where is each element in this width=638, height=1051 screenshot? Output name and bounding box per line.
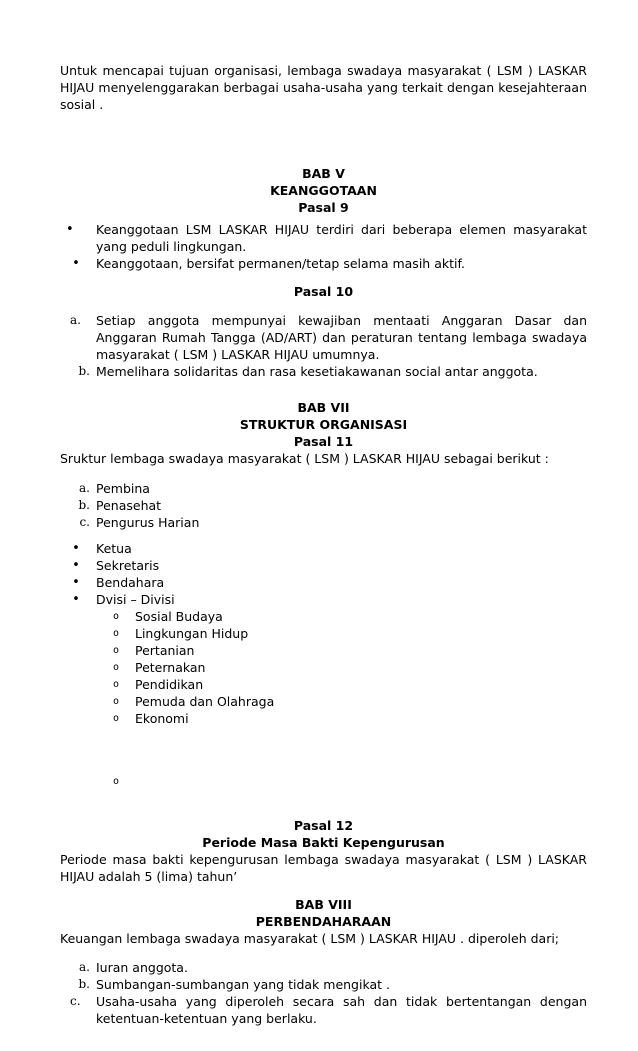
sub-marker: o: [113, 696, 120, 707]
bab7-title: STRUKTUR ORGANISASI: [239, 417, 408, 432]
list-item: [78, 976, 587, 993]
sub-list-item: [113, 642, 195, 659]
sub-list-item-text: Pemuda dan Olahraga: [135, 694, 275, 709]
bullet-marker: •: [72, 558, 80, 573]
intro-paragraph: Untuk mencapai tujuan organisasi, lembaga swadaya masyarakat ( LSM ) LASKAR HIJAU menyelenggarakan berbagai usaha-usaha yang terkait dengan kesejahteraan sosial .: [60, 63, 587, 112]
list-item: [72, 540, 587, 557]
list-marker: b.: [78, 977, 90, 991]
sub-marker: o: [113, 662, 120, 673]
list-item-text: Setiap anggota mempunyai kewajiban mentaati Anggaran Dasar dan Anggaran Rumah Tangga (AD/ART) dan peraturan tentang lembaga swadaya masyarakat ( LSM ) LASKAR HIJAU umumnya.: [96, 313, 587, 362]
sub-list-item: [113, 710, 189, 727]
list-marker: a.: [79, 960, 90, 974]
sub-marker: o: [113, 611, 120, 622]
list-marker: b.: [78, 498, 90, 512]
list-item: [70, 312, 587, 363]
sub-list-item-text: Peternakan: [135, 660, 206, 675]
sub-list-item-text: Ekonomi: [135, 711, 189, 726]
list-item: [66, 221, 587, 255]
list-item-text: Sekretaris: [96, 558, 160, 573]
list-item: [72, 591, 587, 608]
list-item: [79, 480, 587, 497]
pasal11-heading: Pasal 11: [293, 434, 354, 449]
list-item: [72, 255, 587, 272]
sub-list-item: [113, 693, 275, 710]
sub-list-item: [113, 659, 206, 676]
list-marker: a.: [79, 481, 90, 495]
list-marker: c.: [79, 515, 90, 529]
list-item: [79, 514, 587, 531]
list-item: [78, 497, 587, 514]
bab8-heading: BAB VIII: [295, 897, 352, 912]
list-item-text: Ketua: [96, 541, 132, 556]
list-marker: a.: [70, 313, 81, 327]
sub-marker: o: [113, 776, 120, 787]
bab7-intro: Sruktur lembaga swadaya masyarakat ( LSM ) LASKAR HIJAU sebagai berikut :: [60, 451, 549, 466]
list-item-text: Memelihara solidaritas dan rasa kesetiakawanan social antar anggota.: [96, 364, 538, 379]
bab8-intro: Keuangan lembaga swadaya masyarakat ( LSM ) LASKAR HIJAU . diperoleh dari;: [60, 931, 560, 946]
sub-list-item: [113, 608, 223, 625]
sub-marker: o: [113, 679, 120, 690]
sub-marker: o: [113, 713, 120, 724]
list-item: [70, 993, 587, 1027]
sub-list-item: [113, 676, 204, 693]
list-item-text: Sumbangan-sumbangan yang tidak mengikat .: [96, 977, 390, 992]
sub-list-item-text: Sosial Budaya: [135, 609, 223, 624]
bab7-heading: BAB VII: [297, 400, 350, 415]
bullet-marker: •: [72, 541, 80, 556]
sub-list-item-text: Lingkungan Hidup: [135, 626, 249, 641]
bab5-heading: BAB V: [302, 166, 345, 181]
sub-list-item-text: Pendidikan: [135, 677, 204, 692]
sub-list-item-text: Pertanian: [135, 643, 195, 658]
bullet-marker: •: [72, 575, 80, 590]
pasal12-paragraph: Periode masa bakti kepengurusan lembaga swadaya masyarakat ( LSM ) LASKAR HIJAU adalah 5 (lima) tahun’: [60, 852, 587, 884]
list-item-text: Keanggotaan, bersifat permanen/tetap selama masih aktif.: [96, 256, 465, 271]
list-item-text: Pengurus Harian: [96, 515, 200, 530]
list-marker: b.: [78, 364, 90, 378]
pasal9-heading: Pasal 9: [298, 200, 349, 215]
bullet-marker: •: [72, 592, 80, 607]
list-item: [79, 959, 587, 976]
list-item-text: Penasehat: [96, 498, 162, 513]
list-item-text: Usaha-usaha yang diperoleh secara sah dan tidak bertentangan dengan ketentuan-ketentuan yang berlaku.: [96, 994, 587, 1026]
list-item: [72, 574, 587, 591]
list-item-text: Dvisi – Divisi: [96, 592, 175, 607]
bab5-title: KEANGGOTAAN: [270, 183, 377, 198]
bab8-title: PERBENDAHARAAN: [255, 914, 392, 929]
pasal12-title: Periode Masa Bakti Kepengurusan: [202, 835, 445, 850]
list-item-text: Iuran anggota.: [96, 960, 188, 975]
list-marker: c.: [70, 994, 81, 1008]
sub-marker: o: [113, 628, 120, 639]
list-item: [78, 363, 587, 380]
bullet-marker: •: [66, 222, 74, 237]
list-item-text: Pembina: [96, 481, 150, 496]
sub-marker: o: [113, 645, 120, 656]
pasal12-heading: Pasal 12: [293, 818, 354, 833]
list-item-text: Bendahara: [96, 575, 165, 590]
sub-list-item: [113, 625, 249, 642]
list-item: [72, 557, 587, 574]
list-item-text: Keanggotaan LSM LASKAR HIJAU terdiri dari beberapa elemen masyarakat yang peduli lingkungan.: [96, 222, 587, 254]
bullet-marker: •: [72, 256, 80, 271]
pasal10-heading: Pasal 10: [293, 284, 354, 299]
